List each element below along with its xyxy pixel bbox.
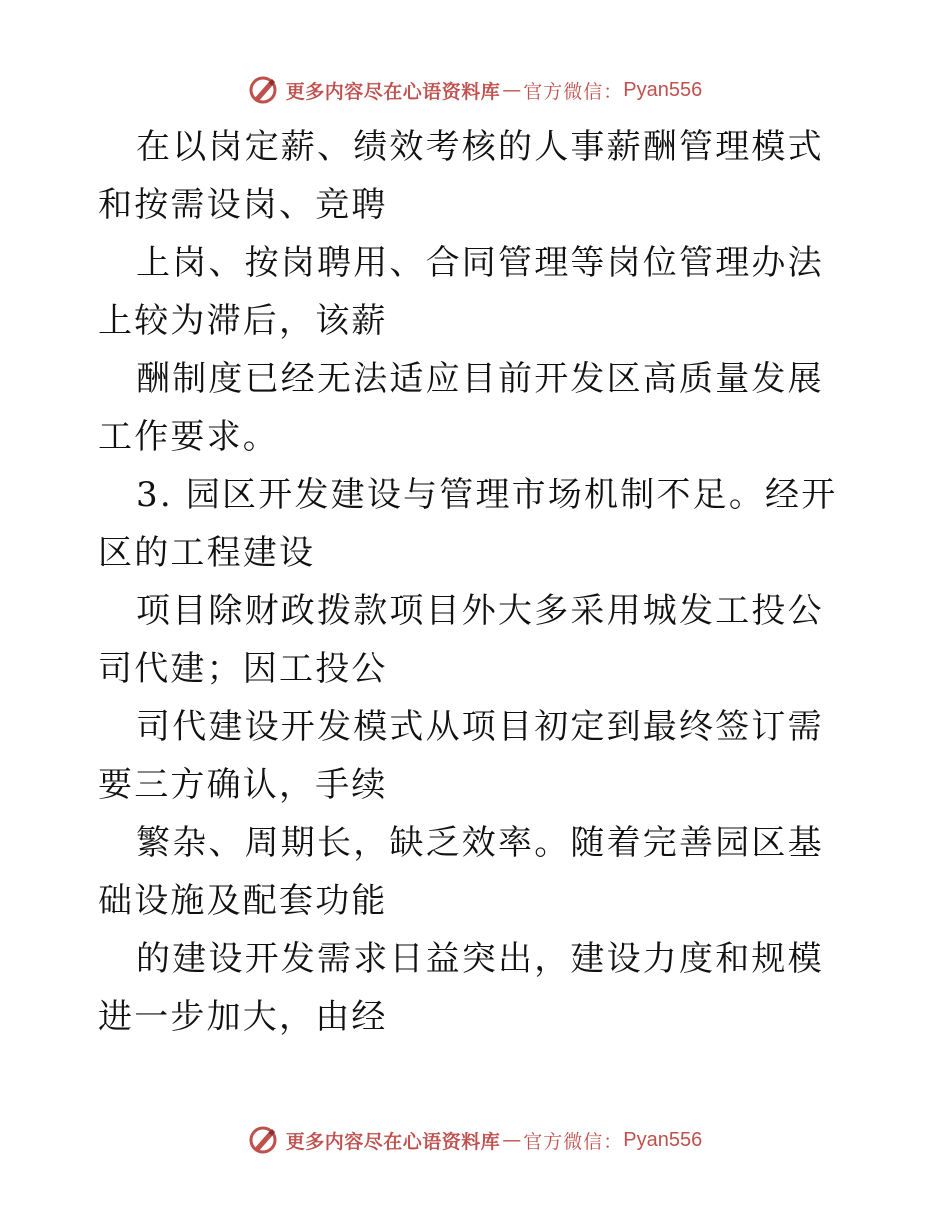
header-site-name: 更多内容尽在心语资料库 — [285, 80, 501, 103]
footer-wechat-account: Pyan556 — [623, 1128, 703, 1151]
document-body — [98, 118, 858, 1046]
paragraph-1: 在以岗定薪、绩效考核的人事薪酬管理模式和按需设岗、竞聘 — [98, 127, 824, 225]
paragraph-8: 的建设开发需求日益突出，建设力度和规模进一步加大，由经 — [98, 939, 824, 1037]
header-separator: — — [502, 79, 522, 101]
pen-logo-icon — [248, 75, 278, 105]
paragraph-3: 酬制度已经无法适应目前开发区高质量发展工作要求。 — [98, 359, 824, 457]
paragraph-5: 项目除财政拨款项目外大多采用城发工投公司代建；因工投公 — [98, 591, 824, 689]
paragraph-4: 3. 园区开发建设与管理市场机制不足。经开区的工程建设 — [98, 475, 838, 573]
footer-site-name: 更多内容尽在心语资料库 — [285, 1130, 501, 1153]
footer-banner — [0, 1120, 950, 1160]
paragraph-2: 上岗、按岗聘用、合同管理等岗位管理办法上较为滞后，该薪 — [98, 243, 824, 341]
header-wechat-label: 官方微信： — [523, 80, 624, 103]
pen-logo-icon — [248, 1125, 278, 1155]
header-banner — [0, 70, 950, 110]
footer-wechat-label: 官方微信： — [523, 1130, 624, 1153]
footer-separator: — — [502, 1129, 522, 1151]
paragraph-7: 繁杂、周期长，缺乏效率。随着完善园区基础设施及配套功能 — [98, 823, 824, 921]
header-wechat-account: Pyan556 — [623, 78, 703, 101]
paragraph-6: 司代建设开发模式从项目初定到最终签订需要三方确认，手续 — [98, 707, 824, 805]
